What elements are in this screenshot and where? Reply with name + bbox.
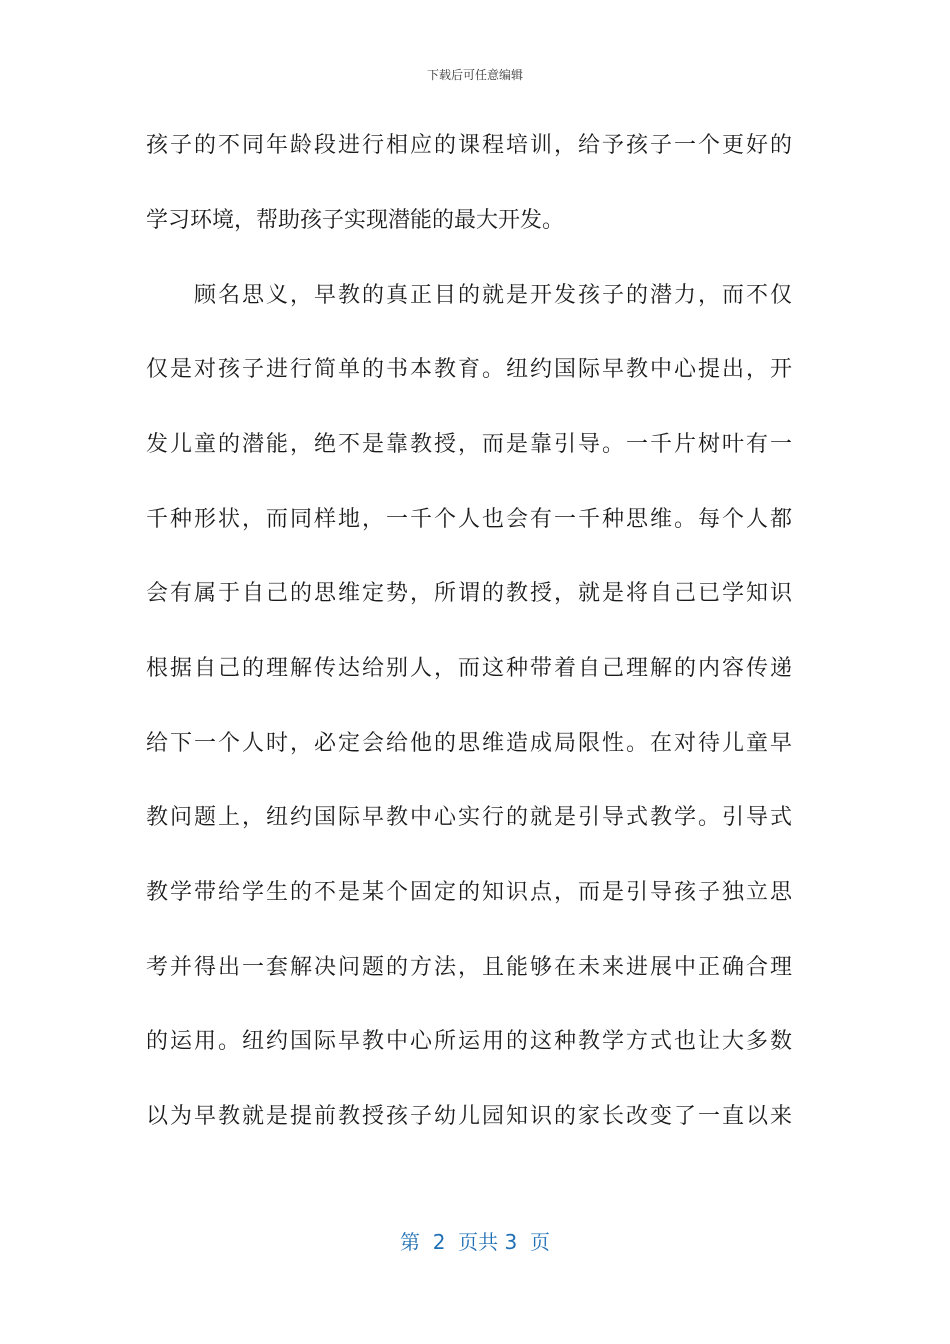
text-line: 发儿童的潜能，绝不是靠教授，而是靠引导。一千片树叶有一 bbox=[146, 432, 792, 457]
text-line: 教问题上，纽约国际早教中心实行的就是引导式教学。引导式 bbox=[146, 805, 792, 830]
page-header-note: 下载后可任意编辑 bbox=[426, 68, 523, 82]
text-line: 孩子的不同年龄段进行相应的课程培训，给予孩子一个更好的 bbox=[146, 133, 792, 158]
text-line: 的运用。纽约国际早教中心所运用的这种教学方式也让大多数 bbox=[146, 1029, 792, 1054]
page-number: 第 2 页共 3 页 bbox=[400, 1230, 550, 1254]
text-line: 考并得出一套解决问题的方法，且能够在未来进展中正确合理 bbox=[146, 955, 792, 980]
text-line: 千种形状，而同样地，一千个人也会有一千种思维。每个人都 bbox=[146, 507, 792, 532]
text-line: 给下一个人时，必定会给他的思维造成局限性。在对待儿童早 bbox=[146, 731, 792, 756]
text-line: 学习环境，帮助孩子实现潜能的最大开发。 bbox=[146, 208, 565, 233]
text-line: 会有属于自己的思维定势，所谓的教授，就是将自己已学知识 bbox=[146, 581, 792, 606]
text-line: 教学带给学生的不是某个固定的知识点，而是引导孩子独立思 bbox=[146, 880, 792, 905]
text-line: 以为早教就是提前教授孩子幼儿园知识的家长改变了一直以来 bbox=[146, 1104, 792, 1129]
text-line: 仅是对孩子进行简单的书本教育。纽约国际早教中心提出，开 bbox=[146, 357, 792, 382]
text-line: 根据自己的理解传达给别人，而这种带着自己理解的内容传递 bbox=[146, 656, 792, 681]
text-line: 顾名思义，早教的真正目的就是开发孩子的潜力，而不仅 bbox=[146, 283, 792, 308]
